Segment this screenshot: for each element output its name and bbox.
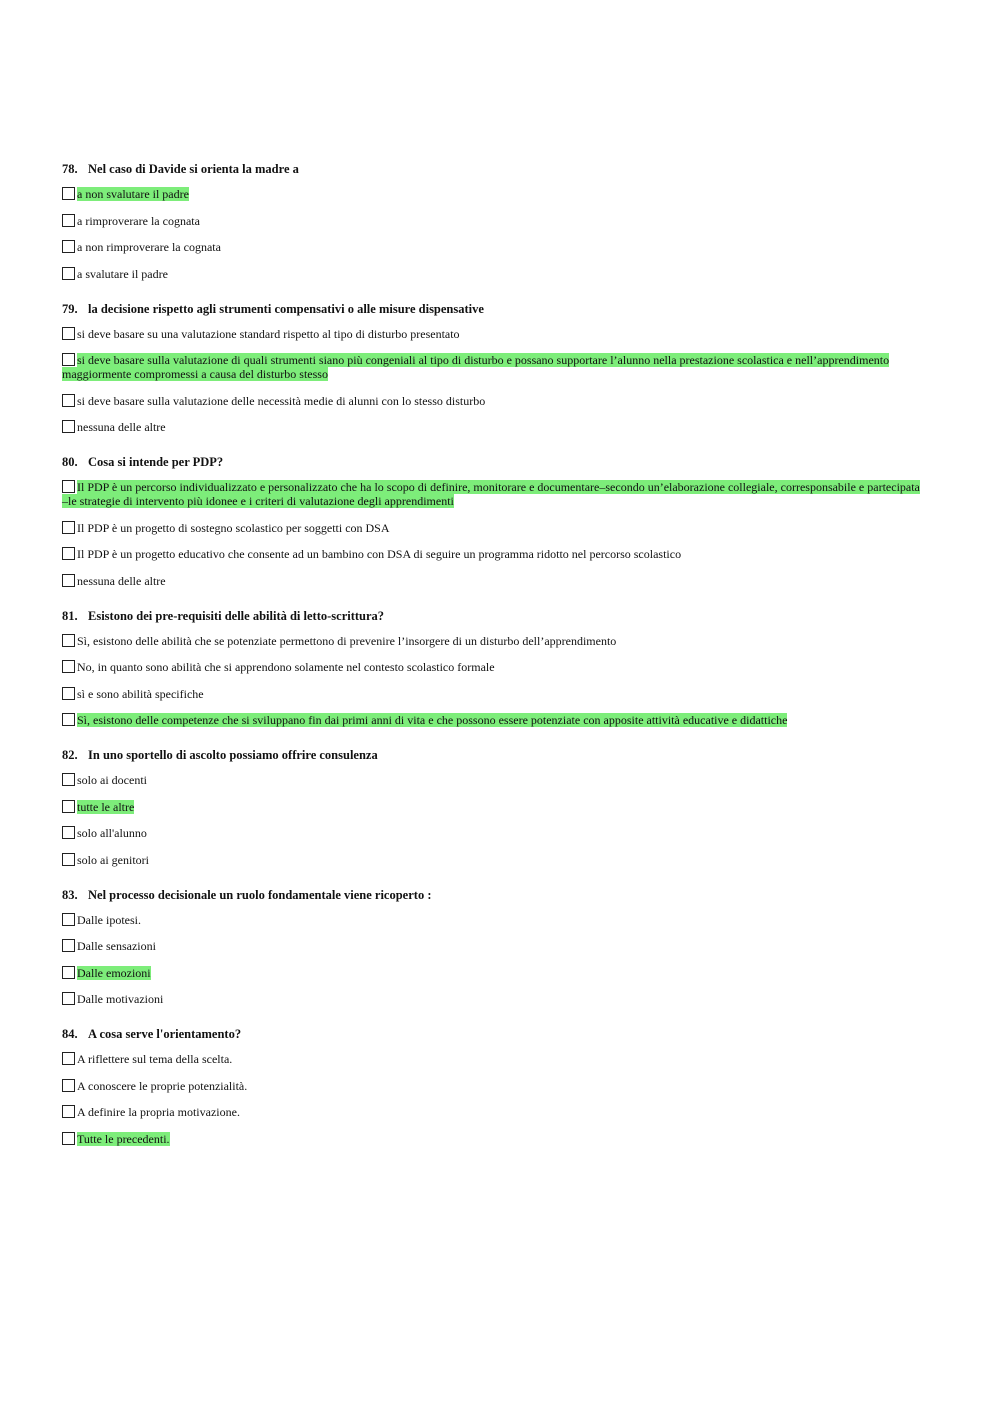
question-text: Cosa si intende per PDP? (88, 455, 224, 469)
answer-checkbox[interactable] (62, 1105, 75, 1118)
question-title (62, 301, 922, 317)
answer-checkbox[interactable] (62, 826, 75, 839)
answer-option (62, 992, 922, 1006)
answer-text: solo ai genitori (77, 852, 149, 867)
answer-checkbox[interactable] (62, 327, 75, 340)
answer-option (62, 1079, 922, 1093)
answer-option (62, 713, 922, 727)
question-title (62, 454, 922, 470)
answer-checkbox[interactable] (62, 773, 75, 786)
answer-text-highlighted: Sì, esistono delle competenze che si sviluppano fin dai primi anni di vita e che possono essere potenziate con apposite attività educative e didattiche (77, 713, 788, 727)
answer-option (62, 353, 922, 381)
answer-checkbox[interactable] (62, 394, 75, 407)
answer-checkbox[interactable] (62, 267, 75, 280)
answer-text: A riflettere sul tema della scelta. (77, 1052, 233, 1066)
answer-option (62, 187, 922, 201)
answer-option (62, 327, 922, 341)
question-1 (62, 301, 922, 435)
question-number: 83. (62, 887, 78, 902)
answer-option (62, 826, 922, 840)
answer-checkbox[interactable] (62, 353, 75, 366)
answer-checkbox[interactable] (62, 853, 75, 866)
answer-checkbox[interactable] (62, 939, 75, 952)
answer-text: sì e sono abilità specifiche (77, 686, 204, 701)
question-text: A cosa serve l'orientamento? (88, 1027, 242, 1041)
answer-option (62, 521, 922, 535)
answer-text: si deve basare su una valutazione standard rispetto al tipo di disturbo presentato (77, 326, 460, 341)
question-text: In uno sportello di ascolto possiamo offrire consulenza (88, 748, 378, 762)
answer-text: solo all'alunno (77, 826, 147, 840)
question-title (62, 887, 922, 903)
answer-text-highlighted: a non svalutare il padre (77, 187, 189, 201)
answer-option (62, 267, 922, 281)
answer-text-highlighted: si deve basare sulla valutazione di quali strumenti siano più congeniali al tipo di disturbo e possano supportare l’alunno nella prestazione scolastica e nell’apprendimento maggiormente compromessi a causa del disturbo stesso (62, 353, 890, 381)
answer-option (62, 660, 922, 674)
answer-text: Dalle ipotesi. (77, 912, 141, 927)
answer-text: A definire la propria motivazione. (77, 1105, 240, 1119)
answer-checkbox[interactable] (62, 913, 75, 926)
answer-option (62, 214, 922, 228)
question-title (62, 747, 922, 763)
answer-text-highlighted: tutte le altre (77, 799, 135, 814)
answer-checkbox[interactable] (62, 214, 75, 227)
answer-option (62, 547, 922, 561)
answer-checkbox[interactable] (62, 420, 75, 433)
question-text: la decisione rispetto agli strumenti compensativi o alle misure dispensative (88, 301, 484, 316)
answer-option (62, 1105, 922, 1119)
question-text: Nel caso di Davide si orienta la madre a (88, 162, 299, 176)
question-6 (62, 1026, 922, 1146)
answer-checkbox[interactable] (62, 713, 75, 726)
answer-option (62, 480, 922, 508)
answer-option (62, 800, 922, 814)
question-title (62, 608, 922, 624)
question-number: 79. (62, 301, 78, 316)
question-text: Esistono dei pre-requisiti delle abilità di letto-scrittura? (88, 608, 385, 623)
answer-text-highlighted: Dalle emozioni (77, 965, 151, 980)
answer-text: A conoscere le proprie potenzialità. (77, 1078, 248, 1093)
question-0 (62, 161, 922, 281)
answer-checkbox[interactable] (62, 521, 75, 534)
answer-option (62, 634, 922, 648)
answer-text: No, in quanto sono abilità che si apprendono solamente nel contesto scolastico formale (77, 660, 495, 674)
answer-checkbox[interactable] (62, 966, 75, 979)
question-number: 78. (62, 162, 78, 176)
answer-text: nessuna delle altre (77, 573, 166, 588)
answer-checkbox[interactable] (62, 660, 75, 673)
answer-text: a non rimproverare la cognata (77, 240, 221, 254)
question-title (62, 161, 922, 177)
question-number: 81. (62, 608, 78, 623)
answer-text: a svalutare il padre (77, 266, 168, 281)
answer-text: Dalle sensazioni (77, 939, 156, 953)
question-3 (62, 608, 922, 728)
answer-checkbox[interactable] (62, 1079, 75, 1092)
question-number: 84. (62, 1027, 78, 1041)
answer-option (62, 1052, 922, 1066)
answer-text-highlighted: Tutte le precedenti. (77, 1131, 170, 1146)
question-5 (62, 887, 922, 1007)
answer-text: solo ai docenti (77, 773, 147, 787)
answer-option (62, 773, 922, 787)
answer-option (62, 853, 922, 867)
answer-option (62, 966, 922, 980)
quiz-page (62, 161, 922, 1166)
answer-checkbox[interactable] (62, 547, 75, 560)
answer-option (62, 394, 922, 408)
answer-checkbox[interactable] (62, 992, 75, 1005)
answer-text: a rimproverare la cognata (77, 213, 200, 228)
answer-checkbox[interactable] (62, 480, 75, 493)
answer-checkbox[interactable] (62, 187, 75, 200)
answer-option (62, 687, 922, 701)
answer-text: Dalle motivazioni (77, 992, 164, 1006)
answer-checkbox[interactable] (62, 634, 75, 647)
answer-checkbox[interactable] (62, 800, 75, 813)
question-text: Nel processo decisionale un ruolo fondamentale viene ricoperto : (88, 887, 432, 902)
answer-option (62, 240, 922, 254)
answer-checkbox[interactable] (62, 574, 75, 587)
answer-text: Il PDP è un progetto di sostegno scolastico per soggetti con DSA (77, 520, 390, 535)
answer-option (62, 939, 922, 953)
answer-text: si deve basare sulla valutazione delle necessità medie di alunni con lo stesso disturbo (77, 393, 486, 408)
question-title (62, 1026, 922, 1042)
answer-checkbox[interactable] (62, 240, 75, 253)
answer-checkbox[interactable] (62, 1052, 75, 1065)
answer-checkbox[interactable] (62, 1132, 75, 1145)
answer-option (62, 420, 922, 434)
question-4 (62, 747, 922, 867)
answer-text: Il PDP è un progetto educativo che consente ad un bambino con DSA di seguire un programma ridotto nel percorso scolastico (77, 547, 682, 561)
question-number: 82. (62, 748, 78, 762)
answer-option (62, 913, 922, 927)
answer-checkbox[interactable] (62, 687, 75, 700)
answer-text-highlighted: Il PDP è un percorso individualizzato e personalizzato che ha lo scopo di definire, monitorare e documentare–secondo un’elaborazione collegiale, corresponsabile e partecipata –le strategie di intervento più idonee e i criteri di valutazione degli apprendimenti (62, 480, 920, 508)
answer-option (62, 574, 922, 588)
answer-text: nessuna delle altre (77, 420, 166, 434)
answer-text: Sì, esistono delle abilità che se potenziate permettono di prevenire l’insorgere di un disturbo dell’apprendimento (77, 633, 617, 648)
question-number: 80. (62, 455, 78, 469)
answer-option (62, 1132, 922, 1146)
question-2 (62, 454, 922, 588)
